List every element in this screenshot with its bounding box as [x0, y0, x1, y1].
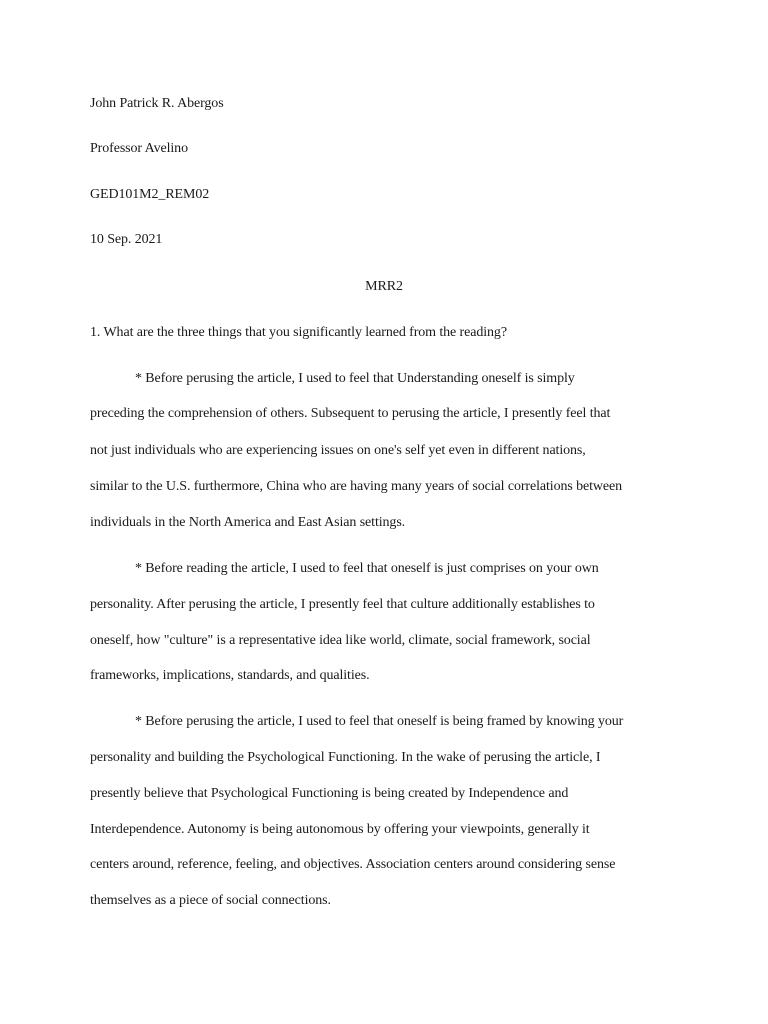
paragraph-line: preceding the comprehension of others. Subsequent to perusing the article, I presently feel that [90, 406, 611, 421]
document-date: 10 Sep. 2021 [90, 232, 163, 247]
paragraph-line: personality. After perusing the article, I presently feel that culture additionally establishes to [90, 597, 595, 612]
paragraph-line: themselves as a piece of social connections. [90, 893, 331, 908]
paragraph-line: centers around, reference, feeling, and objectives. Association centers around considering sense [90, 857, 616, 872]
paragraph-line: oneself, how "culture" is a representative idea like world, climate, social framework, social [90, 633, 591, 648]
paragraph-line: * Before perusing the article, I used to feel that Understanding oneself is simply [135, 371, 575, 386]
student-name: John Patrick R. Abergos [90, 96, 224, 111]
paragraph-line: similar to the U.S. furthermore, China who are having many years of social correlations between [90, 479, 623, 494]
professor-name: Professor Avelino [90, 141, 188, 156]
paragraph-line: not just individuals who are experiencing issues on one's self yet even in different nations, [90, 443, 586, 458]
paragraph-line: frameworks, implications, standards, and qualities. [90, 668, 370, 683]
paragraph-line: * Before reading the article, I used to feel that oneself is just comprises on your own [135, 561, 599, 576]
paragraph-line: * Before perusing the article, I used to feel that oneself is being framed by knowing your [135, 714, 624, 729]
course-code: GED101M2_REM02 [90, 187, 210, 202]
question-text: 1. What are the three things that you significantly learned from the reading? [90, 325, 507, 340]
paragraph-line: presently believe that Psychological Functioning is being created by Independence and [90, 786, 569, 801]
paragraph-line: Interdependence. Autonomy is being autonomous by offering your viewpoints, generally it [90, 822, 590, 837]
document-title: MRR2 [365, 279, 403, 294]
paragraph-line: personality and building the Psychological Functioning. In the wake of perusing the article, I [90, 750, 601, 765]
paragraph-line: individuals in the North America and East Asian settings. [90, 515, 406, 530]
